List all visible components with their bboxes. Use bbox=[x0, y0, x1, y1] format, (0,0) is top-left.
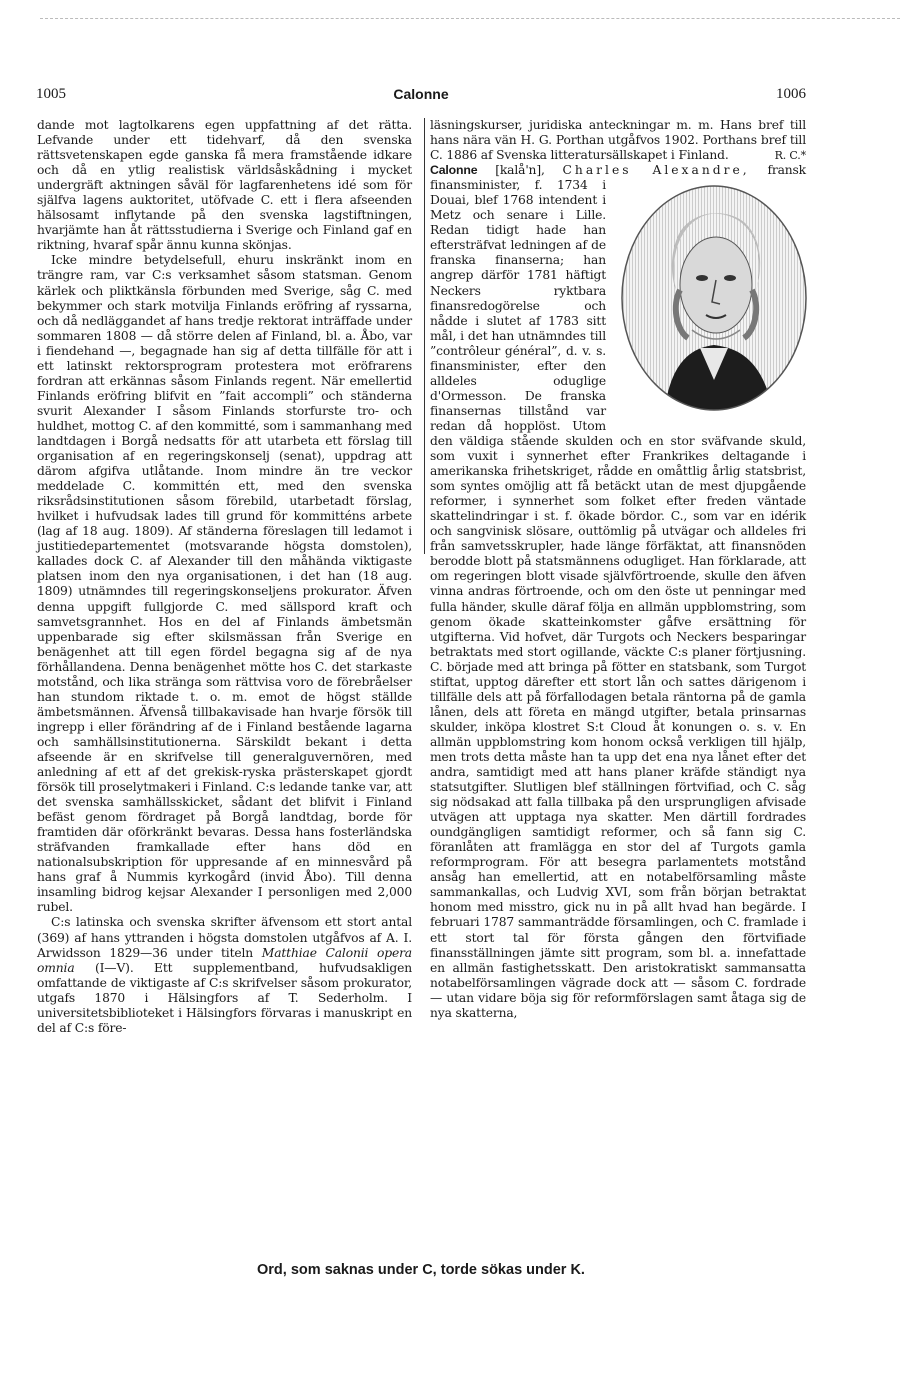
portrait-image bbox=[614, 180, 814, 416]
pronunciation: [kalå'n], bbox=[477, 163, 563, 178]
author-signature: R. C.* bbox=[774, 149, 806, 163]
footer-note: Ord, som saknas under C, torde sökas under K. bbox=[257, 1262, 585, 1278]
column-divider bbox=[424, 118, 425, 554]
right-column bbox=[430, 118, 806, 1021]
scan-edge-line bbox=[40, 18, 900, 19]
running-header bbox=[36, 86, 806, 106]
paragraph: dande mot lagtolkarens egen uppfattning af det rätta. Lefvande under ett tidehvarf, då den svenska rättsvetenskapen egde ganska få mera framstående idkare och då en ytlig realistisk världsåskådning i mycket undergräft aktningen såväl för lagfarenhetens idé som för själfva lagens auktoritet, utöfvade C. ett i flera afseenden hälsosamt inflytande på den svenska lagstiftningen, hvarjämte han åt rättsstudierna i Sverige och Finland gaf en riktning, hvaraf spår ännu kunna skönjas. bbox=[37, 118, 412, 253]
running-title: Calonne bbox=[393, 86, 449, 102]
paragraph bbox=[430, 118, 806, 163]
page-number-left: 1005 bbox=[36, 86, 66, 102]
book-title: Matthiae Calonii opera omnia bbox=[37, 945, 412, 975]
portrait-engraving bbox=[614, 180, 814, 416]
entry-body: fransk finansminister, f. 1734 i Douai, blef 1768 intendent i Metz och senare i Lille. Redan tidigt hade han eftersträfvat ledningen af de franska finanserna; han angrep därför 1781 häftigt Neckers ryktbara finansredogörelse och nådde i slutet af 1783 sitt mål, i det han utnämndes till ”contrôleur général”, d. v. s. finansminister, efter den alldeles oduglige d'Ormesson. De franska finansernas tillstånd var redan då hopplöst. Utom den väldiga stående skulden och en stor sväfvande skuld, som vuxit i synnerhet efter Frankrikes deltagande i amerikanska frihetskriget, rådde en omåttlig årlig statsbrist, som syntes omöjlig att få betäckt utan de mest djupgående reformer, i synnerhet som folket efter freden väntade skattelindringar i st. f. ökade bördor. C., som var en idérik och sangvinisk slösare, outtömlig på utvägar och alldeles fri från samvetsskrupler, hade länge förfäktat, att finansnöden berodde blott på statsmännens odugliget. Han förklarade, att om regeringen blott visade självförtroende, skulle den äfven vinna andras förtroende, och om den öste ut penningar med fulla händer, skulle däraf följa en allmän uppblomstring, som genom ökade skatteinkomster gåfve ersättning för utgifterna. Vid hofvet, där Turgots och Neckers besparingar betraktats med stort ogillande, väckte C:s planer förtjusning. C. började med att bringa på fötter en statsbank, som Turgot stiftat, upptog därefter ett stort lån och sattes därigenom i tillfälle dels att på förfallodagen betala räntorna på de gamla lånen, dels att företa en mängd utgifter, betala prinsarnas skulder, inköpa klostret S:t Cloud åt konungen o. s. v. En allmän uppblomstring kom honom också verkligen till hjälp, men trots detta måste han ta upp det ena nya lånet efter det andra, samtidigt med att hans planer kräfde ständigt nya statsutgifter. Slutligen blef ställningen förtvifiad, och C. såg sig nödsakad att falla tillbaka på den ursprungligen afvisade utvägen att upptaga nya skatter. Men därtill fordrades oundgängligen samtidigt reformer, och så fann sig C. föranlåten att framlägga en stor del af Turgots gamla reformprogram. För att besegra parlamentets motstånd ansåg han emellertid, att en notabelförsamling måste sammankallas, och Ludvig XVI, som från början betraktat honom med misstro, gick nu in på allt hvad han begärde. I februari 1787 sammanträdde församlingen, och C. framlade i ett stort tal för första gången den förtvifiade finansställningen jämte sitt program, som bl. a. innefattade en allmän fastighetsskatt. Den aristokratiskt sammansatta notabelförsamlingen vägrade dock att — såsom C. fordrade — utan vidare böja sig för reformförslagen samt åtaga sig de nya skatterna, bbox=[430, 163, 806, 1020]
page-number-right: 1006 bbox=[776, 86, 806, 102]
entry-headword: Calonne bbox=[430, 163, 478, 178]
text-run: C:s latinska och svenska skrifter äfvensom ett stort antal (369) af hans yttranden i högsta domstolen utgåfvos af A. I. Arwidsson 1829—36 under titeln bbox=[37, 915, 412, 960]
left-column bbox=[37, 118, 412, 1036]
text-run: (I—V). Ett supplementband, hufvudsakligen omfattande de viktigaste af C:s skrifvelser såsom prokurator, utgafs 1870 i Hälsingfors af T. Sederholm. I universitetsbiblioteket i Hälsingfors förvaras i manuskript en del af C:s före- bbox=[37, 960, 412, 1035]
text-run: läsningskurser, juridiska anteckningar m. m. Hans bref till hans nära vän H. G. Porthan utgåfvos 1902. Porthans bref till C. 1886 af Svenska litteratursällskapet i Finland. bbox=[430, 118, 806, 163]
paragraph bbox=[37, 915, 412, 1035]
full-name: Charles Alexandre, bbox=[562, 163, 750, 178]
paragraph: Icke mindre betydelsefull, ehuru inskränkt inom en trängre ram, var C:s verksamhet såsom statsman. Genom kärlek och pliktkänsla förbunden med Sverige, såg C. med bekymmer och stark motvilja Finlands eröfring af ryssarna, och då nedläggandet af hans tredje rektorat inträffade under sommaren 1808 — då större delen af Finland, bl. a. Åbo, var i fiendehand —, begagnade han sig af detta tillfälle för att i ett latinskt rektorsprogram protestera mot eröfrarens fordran att erkännas såsom Finlands regent. När emellertid Finlands eröfring blifvit en ”fait accompli” och ständerna svurit Alexander I såsom Finlands storfurste tro- och huldhet, mottog C. af den kommitté, som i sammanhang med landtdagen i Borgå nedsatts för att utarbeta ett förslag till organisation af en regeringskonselj (senat), uppdrag att därom afgifva utlåtande. Inom mindre än tre veckor meddelade C. kommittén ett, med den svenska riksrådsinstitutionen såsom förebild, utarbetadt förslag, hvilket i hufvudsak lades till grund för kommitténs arbete (lag af 18 aug. 1809). Af ständerna föreslagen till ledamot i justitiedepartementet (motsvarande högsta domstolen), kallades dock C. af Alexander till den måhända viktigaste platsen inom den nya organisationen, i det han (18 aug. 1809) utnämndes till regeringskonseljens prokurator. Äfven denna uppgift fullgjorde C. med sällspord kraft och samvetsgrannhet. Hos en del af Finlands ämbetsmän uppenbarade sig efter skilsmässan från Sverige en benägenhet att till egen fördel begagna sig af de nya förhållandena. Denna benägenhet mötte hos C. det starkaste motstånd, och lika stränga som rättvisa voro de förebråelser han stundom riktade t. o. m. emot de högst ställde ämbetsmännen. Äfvenså tillbakavisade han hvarje försök till ingrepp i eller förändring af de i Finland bestående lagarna och samhällsinstitutionerna. Särskildt bekant i detta afseende är en skrifvelse till generalguvernören, med anledning af ett af det grekisk-ryska prästerskapet gjordt försök till proselytmakeri i Finland. C:s ledande tanke var, att det svenska samhällsskicket, sådant det blifvit i Finland befäst genom fördraget på Borgå landtdag, borde för framtiden där oförkränkt bevaras. Dessa hans fosterländska sträfvanden framkallade efter hans död en nationalsubskription för uppresande af en minnesvård på hans graf å Nummis kyrkogård (invid Åbo). Till denna insamling bidrog kejsar Alexander I personligen med 2,000 rubel. bbox=[37, 253, 412, 915]
paragraph bbox=[430, 163, 806, 1021]
